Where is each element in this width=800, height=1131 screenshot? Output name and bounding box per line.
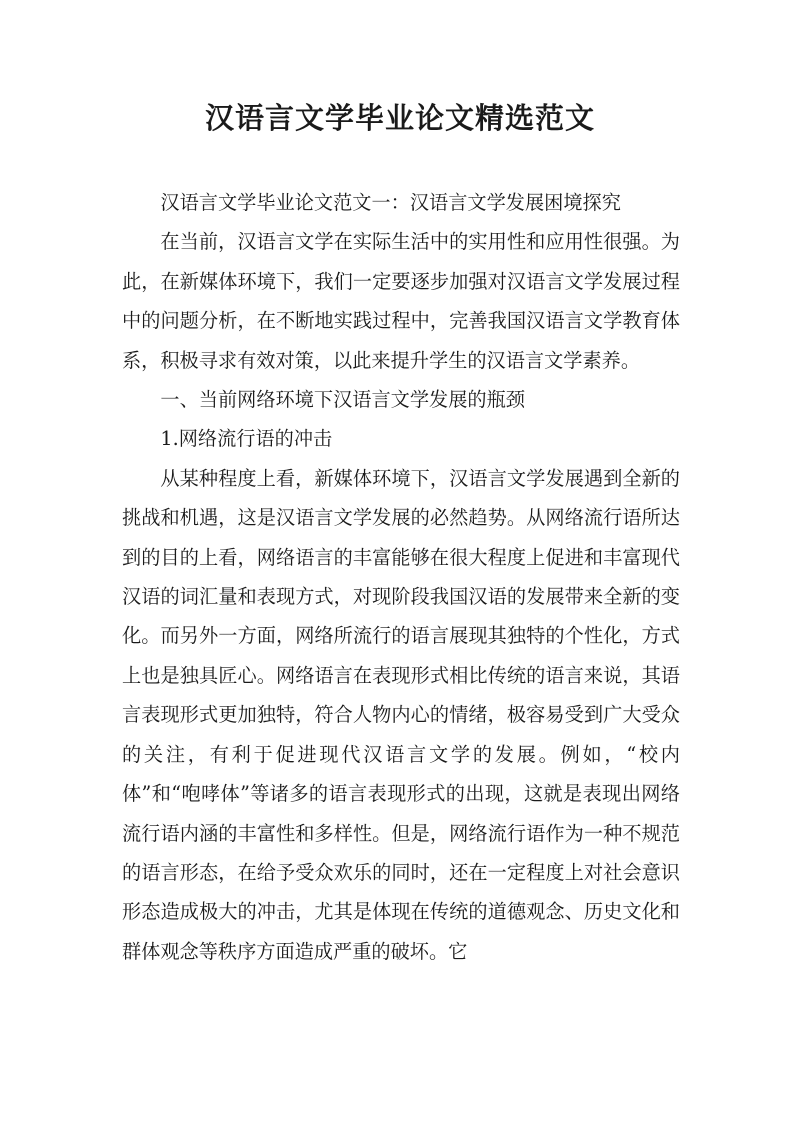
subsection-heading: 1.网络流行语的冲击 (160, 427, 333, 451)
body-paragraph: 在当前，汉语言文学在实际生活中的实用性和应用性很强。为此，在新媒体环境下，我们一定要逐步加强对汉语言文学发展过程中的问题分析，在不断地实践过程中，完善我国汉语言文学教育体系，积极寻求有效对策，以此来提升学生的汉语言文学素养。 (122, 230, 680, 372)
section-heading-essay-one: 汉语言文学毕业论文范文一：汉语言文学发展困境探究 (160, 191, 621, 214)
body-paragraph: 从某种程度上看，新媒体环境下，汉语言文学发展遇到全新的挑战和机遇，这是汉语言文学发展的必然趋势。从网络流行语所达到的目的上看，网络语言的丰富能够在很大程度上促进和丰富现代汉语的词汇量和表现方式，对现阶段我国汉语的发展带来全新的变化。而另外一方面，网络所流行的语言展现其独特的个性化，方式上也是独具匠心。网络语言在表现形式相比传统的语言来说，其语言表现形式更加独特，符合人物内心的情绪，极容易受到广大受众的关注，有利于促进现代汉语言文学的发展。例如，“校内体”和“咆哮体”等诸多的语言表现形式的出现，这就是表现出网络流行语内涵的丰富性和多样性。但是，网络流行语作为一种不规范的语言形态，在给予受众欢乐的同时，还在一定程度上对社会意识形态造成极大的冲击，尤其是体现在传统的道德观念、历史文化和群体观念等秩序方面造成严重的破坏。它 (122, 466, 680, 963)
document-body (122, 183, 680, 971)
section-heading: 一、当前网络环境下汉语言文学发展的瓶颈 (160, 388, 525, 412)
document-title: 汉语言文学毕业论文精选范文 (204, 101, 595, 135)
